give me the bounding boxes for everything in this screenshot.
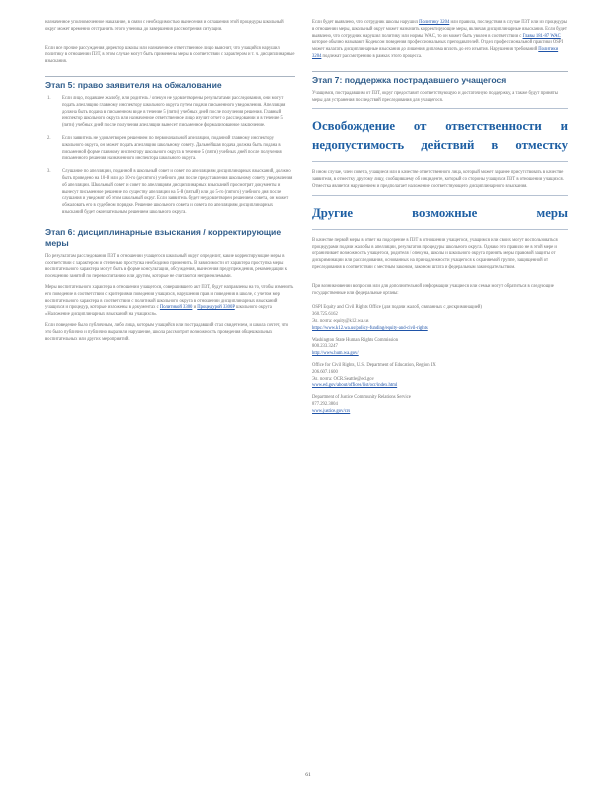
step7-paragraph: Учащимся, пострадавшим от ПЗТ, округ предоставит соответствующую и достаточную поддержку, а также будут приняты меры для устранения последствий преследования для учащегося. (312, 90, 558, 103)
page-number: 61 (305, 772, 311, 778)
link-joiner: и (193, 305, 197, 311)
list-number: 3. (47, 169, 51, 175)
staff-text: Если будет выявлено, что сотрудник школы нарушил (312, 20, 418, 25)
contact-line: Эл. почта: OCR.Seattle@ed.gov (312, 376, 374, 382)
other-options-paragraph: В качестве первой меры в ответ на подозрение в ПЗТ в отношении учащегося, учащимся или своих могут воспользоваться процедурами подачи жалобы в апелляции, результатов процедуры школьного округа. Однако это правило не в этой мере и ограничивает возможность учащегося, родителя / опекуна, школы и школьного округа принять меры правовой защиты от дискриминации или расследования, основанных на принадлежности учащегося к охраняемой группе, защищенной от преследования в соответствии с местным законом, законом штата и федеральным законодательством. (312, 237, 558, 270)
contact-line: 206.607.1600 (312, 369, 338, 375)
list-item (45, 96, 295, 130)
contact-line: OSPI Equity and Civil Rights Office (для подачи жалоб, связанных с дискриминацией) (312, 305, 482, 311)
contact-line: Office for Civil Rights, U.S. Department of Education, Region IX (312, 362, 436, 368)
step6-paragraph: Если поведение было публичным, либо лица, которым учащийся или пострадавший стал свидетелем, и школа сочтет, что это было публично и публично выразили нарушение, школа рассмотрит возможность проведения общешкольных воспитательных или других мероприятий. (45, 322, 289, 342)
procedure-3300p-link[interactable]: Процедурой 3300P (197, 305, 235, 311)
step7-title: Этап 7: поддержка пострадавшего учащегося (312, 71, 568, 86)
retaliation-paragraph: В ином случае, член совета, учащиеся или в качестве ответственного лица, который может заранее присутствовать в качестве заявителя, в отместку другому лицу, сообщившему об инциденте, который со стороны учащихся ПЗТ в отношении учащихся. Отместка является нарушением и предполагает наложение соответствующего дисциплинарного взыскания. (312, 170, 564, 189)
staff-paragraph (312, 20, 568, 61)
link-suffix: школьного округа «Наложение дисциплинарных взысканий на учащихся». (45, 305, 272, 318)
contact-line: 877.292.3804 (312, 401, 338, 407)
human-rights-link[interactable]: http://www.hum.wa.gov/ (312, 351, 359, 357)
ospi-equity-link[interactable]: https://www.k12.wa.us/policy-funding/equity-and-civil-rights (312, 325, 428, 331)
policy-3204-link[interactable]: Политики 3204 (312, 47, 559, 59)
list-item (45, 169, 295, 217)
justice-crs-link[interactable]: www.justice.gov/crs (312, 408, 351, 414)
staff-text: или правила, последствия в случае ПЗТ или из процедуры в отношении меры, школьный округ может назначить корректирующие меры, включая дисциплинарные взыскания. Если будет выявлено, что сотрудник нарушил политику или нормы WAC, то он может быть уволен в соответствии с (312, 20, 568, 39)
list-item (45, 136, 295, 163)
contact-line: Washington State Human Rights Commission (312, 337, 399, 343)
step5-item-text: Если заявитель не удовлетворен решением по первоначальной апелляции, поданной главному инспектору школьного округа, он может подать апелляцию школьному совету. Дальнейшая подача должна быть подана в письменной форме главному инспектору школьного округа в течение 5 (пяти) учебных дней после получения письменного решения назначенного инспектора школьного округа. (62, 135, 282, 162)
step5-item-text: Слушание по апелляции, поданной в школьный совет и совет по апелляциям дисциплинарных взысканий, должно быть проведено на 10-й или до 10-го (десятого) учебного дня после представления школьному совету уведомления об апелляции. Школьный совет и совет по апелляциям дисциплинарных взысканий просмотрят документы и вынесут письменное решение по существу апелляции на 5-й (пятый) или до 5-го (пятого) учебного дня после слушания и уведомят об этом школьный округ. Если заявитель будет неудовлетворен решением совета, он может обжаловать его в судебном порядке. Решение школьного совета и совета по апелляциям дисциплинарных взысканий будет окончательным решением школьного округа. (62, 169, 293, 215)
contact-line: Эл. почта: equity@k12.wa.us (312, 318, 369, 324)
section-divider (312, 195, 568, 196)
contact-block (312, 395, 568, 415)
section-divider (312, 161, 568, 162)
step6-title: Этап 6: дисциплинарные взыскания / корректирующие меры (45, 226, 282, 248)
left-column (45, 20, 295, 347)
contact-line: 800.233.3247 (312, 344, 338, 350)
section-divider (312, 108, 568, 109)
other-options-paragraph: При возникновении вопросов или для дополнительной информации учащиеся или семьи могут обратиться в следующие государственные или федеральные органы: (312, 283, 554, 296)
contact-block (312, 305, 568, 332)
step6-paragraph (45, 285, 295, 319)
contact-line: Department of Justice Community Relations Service (312, 395, 411, 401)
right-column (312, 20, 568, 421)
contact-block (312, 338, 568, 358)
step6-text: Меры воспитательного характера в отношении учащегося, совершившего акт ПЗТ, будут направлены на то, чтобы изменить его поведение в соответствии с критериями поведения учащихся, нарушения прав и поведения в школе, с учетом мер воспитательного характера в соответствии с политикой школьного округа в отношении дисциплинарных взысканий учащихся и процедур, которые изложены в документах (45, 284, 294, 311)
list-number: 2. (47, 135, 51, 141)
intro-paragraph: назначенное уполномоченное наказание, в связи с необходимостью вынесения и оглашения этой процедуры школьный округ может временно отстранить этого ученика до завершения рассмотрения ситуации. (45, 20, 284, 32)
contact-block (312, 363, 568, 390)
staff-text: которое обычно называют Кодексом поведения профессиональных преподавателей. Отдел профессиональной практики OSPI может налагать дисциплинарные взыскания до лишения диплома вплоть до его изъятия. Нарушения требований (312, 40, 564, 53)
ocr-link[interactable]: www.ed.gov/about/offices/list/ocr/index.html (312, 383, 398, 389)
step5-paragraph: Если лицо, подавшее жалобу, или родитель / опекун не удовлетворены результатами расследования, они могут подать апелляцию главному инспектору школьного округа путем подачи письменного уведомления. Апелляция должна быть подана в письменном виде в течение 5 (пяти) учебных дней после получения решения. Главный инспектор школьного округа или назначенное ответственное лицо изучит отчет о расследовании и в течение 5 (пяти) учебных дней после получения апелляции вынесет письменное формализованное заключение. (62, 95, 286, 129)
contact-line: 360.725.6162 (312, 312, 338, 318)
wac-181-87-link[interactable]: Главы 181-87 WAC (522, 33, 561, 39)
policy-3204-link[interactable]: Политику 3204 (419, 20, 450, 25)
list-number: 1. (47, 95, 51, 101)
intro-paragraph: Если все прочие рассуждения директор школы или назначенное ответственное лицо выяснит, что учащийся нарушил политику в отношении ПЗТ, в этом случае могут быть применены меры в соответствии с характером и т. ч. дисциплинарные взыскания. (45, 45, 295, 65)
staff-text: подлежат рассмотрению в рамках этого процесса. (322, 53, 423, 59)
policy-3300-link[interactable]: Политикой 3300 (159, 305, 193, 311)
section-title-retaliation: Освобождение от ответственности и недопустимость действий в отместку (312, 119, 568, 153)
step6-paragraph: По результатам расследования ПЗТ в отношении учащегося школьный округ определит, какие корректирующие меры в соответствии с характером и степенью проступка необходимо применить. В зависимости от характера проступка меры воспитательного характера могут быть в форме консультации, обсуждения, вынесения предупреждения, рекомендации к посещению занятий по перевоспитанию или другим, которые не считаются неприемлемыми. (45, 253, 288, 280)
section-title-other-options: Другие возможные меры (312, 205, 568, 220)
step5-title: Этап 5: право заявителя на обжалование (45, 76, 295, 91)
link-prefix: с (156, 305, 159, 311)
section-divider (312, 229, 568, 230)
